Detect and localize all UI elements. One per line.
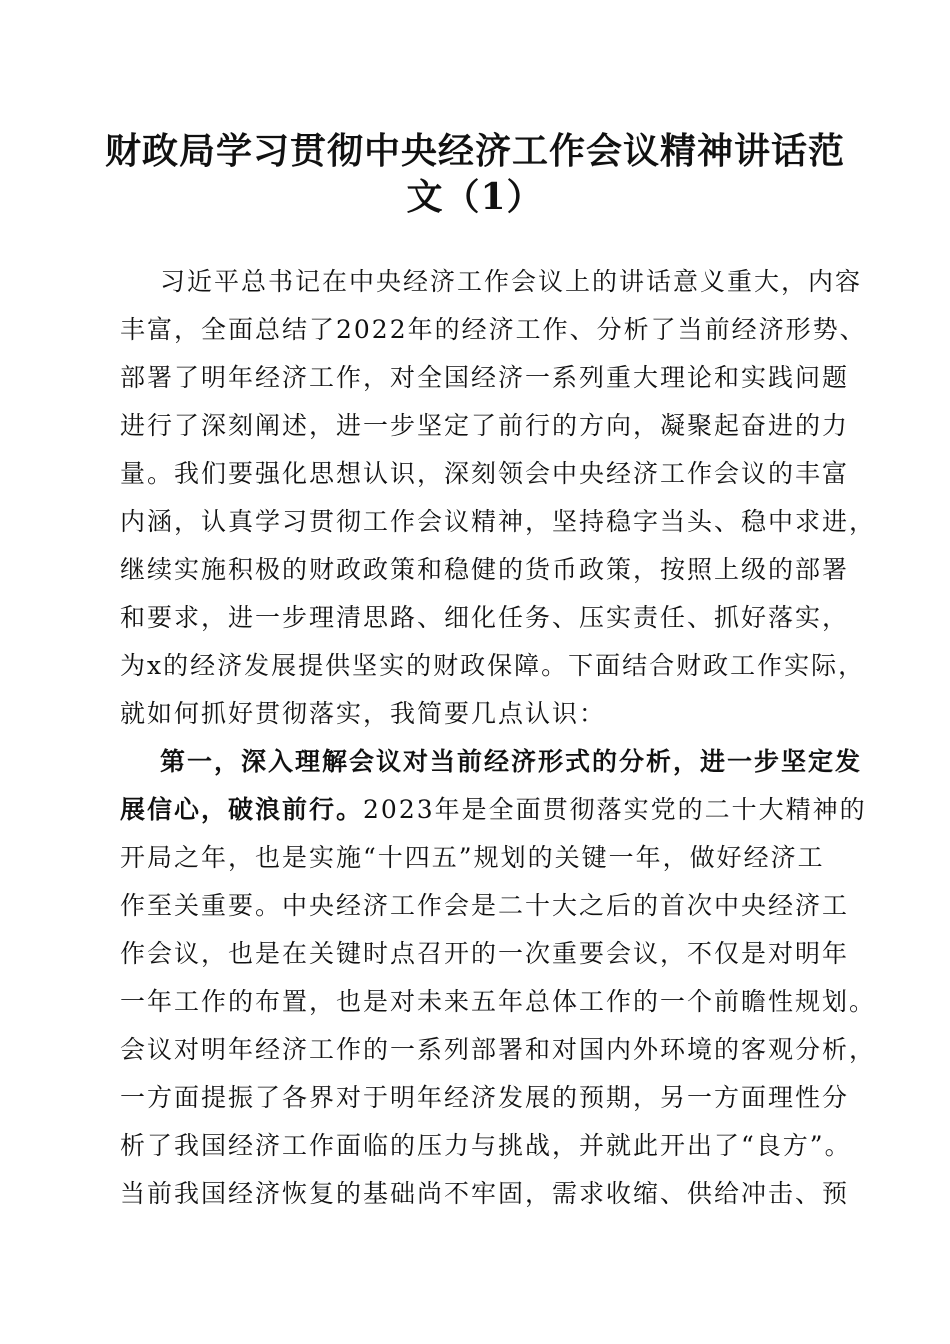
paragraph-line: 部署了明年经济工作，对全国经济一系列重大理论和实践问题 — [120, 363, 850, 392]
paragraph-2 — [120, 738, 877, 1218]
section-heading: 第一，深入理解会议对当前经济形式的分析，进一步坚定发 — [160, 747, 863, 776]
paragraph-line: 作至关重要。中央经济工作会是二十大之后的首次中央经济工 — [120, 891, 850, 920]
paragraph-line: 丰富，全面总结了2022年的经济工作、分析了当前经济形势、 — [120, 315, 867, 344]
document-title — [100, 128, 850, 220]
paragraph-line: 析了我国经济工作面临的压力与挑战，并就此开出了“良方”。 — [120, 1131, 852, 1160]
paragraph-line: 一方面提振了各界对于明年经济发展的预期，另一方面理性分 — [120, 1083, 850, 1112]
paragraph-line: 为x的经济发展提供坚实的财政保障。下面结合财政工作实际， — [120, 651, 866, 680]
paragraph-line: 继续实施积极的财政政策和稳健的货币政策，按照上级的部署 — [120, 555, 850, 584]
paragraph-line: 会议对明年经济工作的一系列部署和对国内外环境的客观分析， — [120, 1035, 877, 1064]
paragraph-line: 内涵，认真学习贯彻工作会议精神，坚持稳字当头、稳中求进， — [120, 507, 877, 536]
paragraph-line: 量。我们要强化思想认识，深刻领会中央经济工作会议的丰富 — [120, 459, 850, 488]
paragraph-line: 作会议，也是在关键时点召开的一次重要会议，不仅是对明年 — [120, 939, 850, 968]
paragraph-line: 一年工作的布置，也是对未来五年总体工作的一个前瞻性规划。 — [120, 987, 877, 1016]
paragraph-line: 就如何抓好贯彻落实，我简要几点认识： — [120, 699, 607, 728]
paragraph-line: 进行了深刻阐述，进一步坚定了前行的方向，凝聚起奋进的力 — [120, 411, 850, 440]
paragraph-line: 当前我国经济恢复的基础尚不牢固，需求收缩、供给冲击、预 — [120, 1179, 850, 1208]
paragraph-text: 2023年是全面贯彻落实党的二十大精神的 — [363, 795, 867, 824]
title-line-1: 财政局学习贯彻中央经济工作会议精神讲话范 — [104, 130, 845, 172]
paragraph-line — [120, 786, 867, 834]
paragraph-line: 和要求，进一步理清思路、细化任务、压实责任、抓好落实， — [120, 603, 850, 632]
paragraph-line: 习近平总书记在中央经济工作会议上的讲话意义重大，内容 — [160, 267, 863, 296]
title-line-2: 文（1） — [406, 176, 544, 218]
section-heading-continued: 展信心，破浪前行。 — [120, 795, 364, 824]
document-body — [120, 258, 877, 1218]
paragraph-1 — [120, 258, 877, 738]
paragraph-line: 开局之年，也是实施“十四五”规划的关键一年，做好经济工 — [120, 843, 825, 872]
